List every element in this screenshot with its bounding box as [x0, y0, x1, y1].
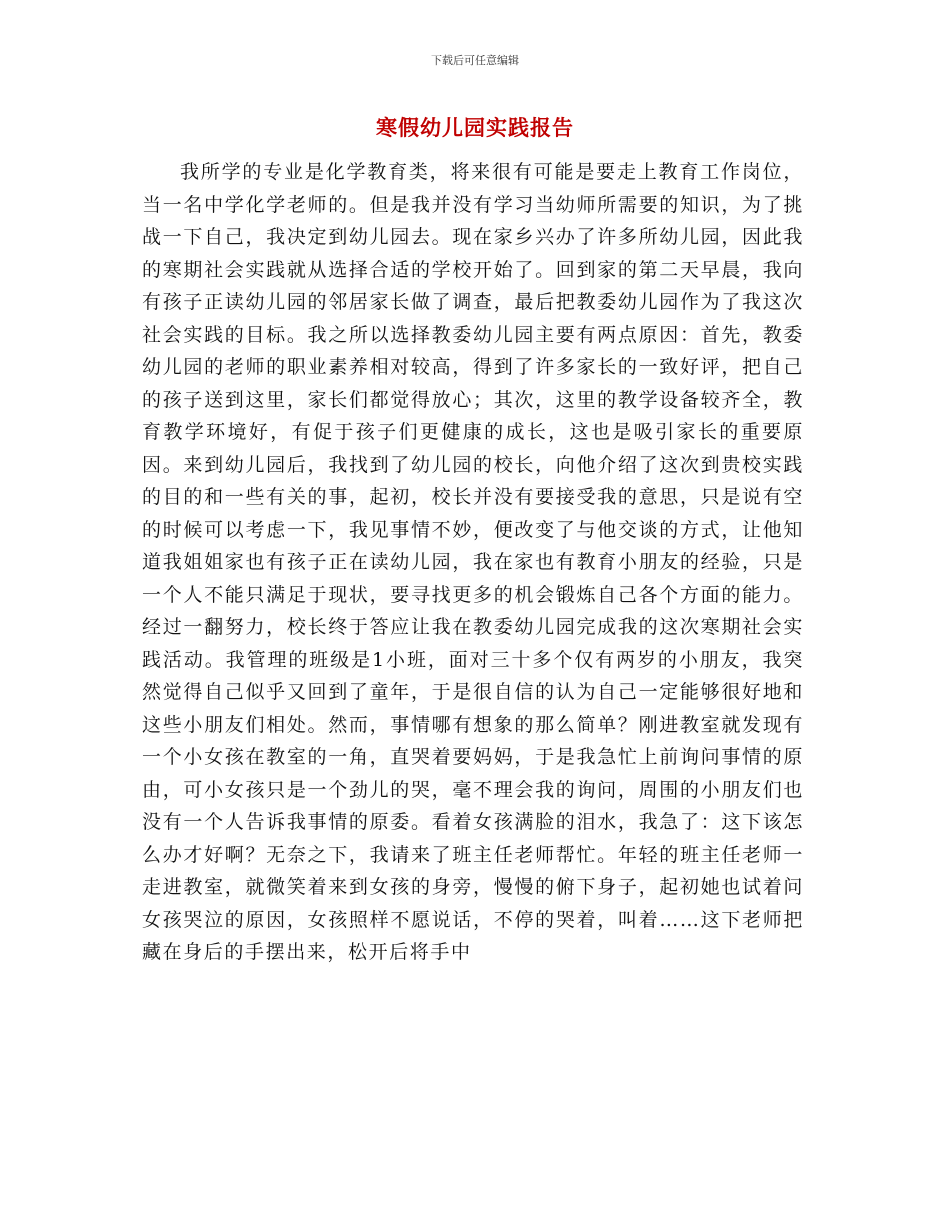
page-header-note: 下载后可任意编辑 [431, 54, 519, 67]
document-title: 寒假幼儿园实践报告 [376, 116, 574, 140]
body-paragraph: 我所学的专业是化学教育类，将来很有可能是要走上教育工作岗位，当一名中学化学老师的。但是我并没有学习当幼师所需要的知识，为了挑战一下自己，我决定到幼儿园去。现在家乡兴办了许多所幼儿园，因此我的寒期社会实践就从选择合适的学校开始了。回到家的第二天早晨，我向有孩子正读幼儿园的邻居家长做了调查，最后把教委幼儿园作为了我这次社会实践的目标。我之所以选择教委幼儿园主要有两点原因：首先，教委幼儿园的老师的职业素养相对较高，得到了许多家长的一致好评，把自己的孩子送到这里，家长们都觉得放心；其次，这里的教学设备较齐全，教育教学环境好，有促于孩子们更健康的成长，这也是吸引家长的重要原因。来到幼儿园后，我找到了幼儿园的校长，向他介绍了这次到贵校实践的目的和一些有关的事，起初，校长并没有要接受我的意思，只是说有空的时候可以考虑一下，我见事情不妙，便改变了与他交谈的方式，让他知道我姐姐家也有孩子正在读幼儿园，我在家也有教育小朋友的经验，只是一个人不能只满足于现状，要寻找更多的机会锻炼自己各个方面的能力。经过一翻努力，校长终于答应让我在教委幼儿园完成我的这次寒期社会实践活动。我管理的班级是1小班，面对三十多个仅有两岁的小朋友，我突然觉得自己似乎又回到了童年，于是很自信的认为自己一定能够很好地和这些小朋友们相处。然而，事情哪有想象的那么简单？刚进教室就发现有一个小女孩在教室的一角，直哭着要妈妈，于是我急忙上前询问事情的原由，可小女孩只是一个劲儿的哭，毫不理会我的询问，周围的小朋友们也没有一个人告诉我事情的原委。看着女孩满脸的泪水，我急了：这下该怎么办才好啊？无奈之下，我请来了班主任老师帮忙。年轻的班主任老师一走进教室，就微笑着来到女孩的身旁，慢慢的俯下身子，起初她也试着问女孩哭泣的原因，女孩照样不愿说话，不停的哭着，叫着……这下老师把藏在身后的手摆出来，松开后将手中 [142, 161, 804, 963]
